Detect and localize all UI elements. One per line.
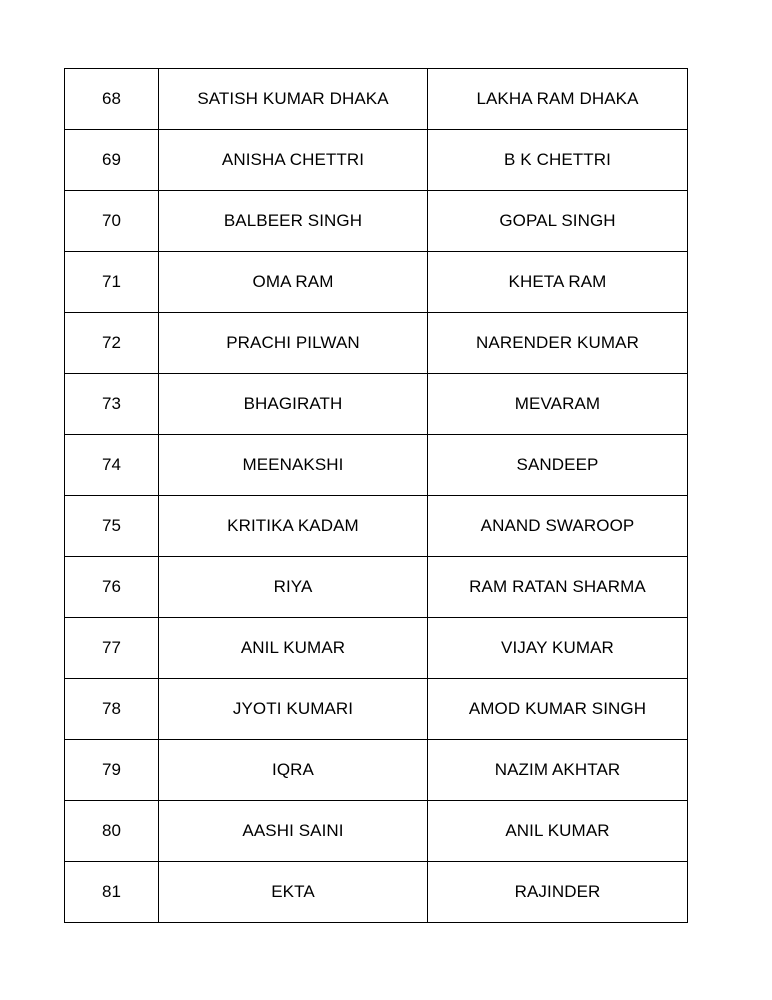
table-row	[65, 313, 688, 374]
names-table	[64, 68, 688, 923]
relative-name-cell: ANIL KUMAR	[428, 801, 688, 862]
name-cell: KRITIKA KADAM	[159, 496, 428, 557]
relative-name-cell: RAJINDER	[428, 862, 688, 923]
serial-number-cell: 72	[65, 313, 159, 374]
serial-number-cell: 73	[65, 374, 159, 435]
name-cell: MEENAKSHI	[159, 435, 428, 496]
relative-name-cell: RAM RATAN SHARMA	[428, 557, 688, 618]
name-cell: PRACHI PILWAN	[159, 313, 428, 374]
name-cell: EKTA	[159, 862, 428, 923]
table-row	[65, 130, 688, 191]
name-cell: IQRA	[159, 740, 428, 801]
serial-number-cell: 78	[65, 679, 159, 740]
table-row	[65, 69, 688, 130]
relative-name-cell: AMOD KUMAR SINGH	[428, 679, 688, 740]
serial-number-cell: 80	[65, 801, 159, 862]
table-row	[65, 191, 688, 252]
name-cell: ANIL KUMAR	[159, 618, 428, 679]
relative-name-cell: MEVARAM	[428, 374, 688, 435]
serial-number-cell: 81	[65, 862, 159, 923]
name-cell: BALBEER SINGH	[159, 191, 428, 252]
relative-name-cell: NARENDER KUMAR	[428, 313, 688, 374]
relative-name-cell: NAZIM AKHTAR	[428, 740, 688, 801]
serial-number-cell: 70	[65, 191, 159, 252]
name-cell: SATISH KUMAR DHAKA	[159, 69, 428, 130]
name-cell: OMA RAM	[159, 252, 428, 313]
relative-name-cell: VIJAY KUMAR	[428, 618, 688, 679]
table-row	[65, 801, 688, 862]
table-row	[65, 740, 688, 801]
table-row	[65, 374, 688, 435]
name-cell: ANISHA CHETTRI	[159, 130, 428, 191]
serial-number-cell: 71	[65, 252, 159, 313]
serial-number-cell: 74	[65, 435, 159, 496]
name-cell: BHAGIRATH	[159, 374, 428, 435]
serial-number-cell: 75	[65, 496, 159, 557]
table-row	[65, 618, 688, 679]
table-row	[65, 557, 688, 618]
relative-name-cell: ANAND SWAROOP	[428, 496, 688, 557]
table-row	[65, 496, 688, 557]
relative-name-cell: KHETA RAM	[428, 252, 688, 313]
table-row	[65, 435, 688, 496]
table-row	[65, 679, 688, 740]
table-row	[65, 862, 688, 923]
table-body	[65, 69, 688, 923]
table-row	[65, 252, 688, 313]
name-cell: AASHI SAINI	[159, 801, 428, 862]
relative-name-cell: LAKHA RAM DHAKA	[428, 69, 688, 130]
serial-number-cell: 77	[65, 618, 159, 679]
relative-name-cell: B K CHETTRI	[428, 130, 688, 191]
serial-number-cell: 79	[65, 740, 159, 801]
serial-number-cell: 69	[65, 130, 159, 191]
serial-number-cell: 68	[65, 69, 159, 130]
serial-number-cell: 76	[65, 557, 159, 618]
name-cell: JYOTI KUMARI	[159, 679, 428, 740]
relative-name-cell: GOPAL SINGH	[428, 191, 688, 252]
name-cell: RIYA	[159, 557, 428, 618]
relative-name-cell: SANDEEP	[428, 435, 688, 496]
